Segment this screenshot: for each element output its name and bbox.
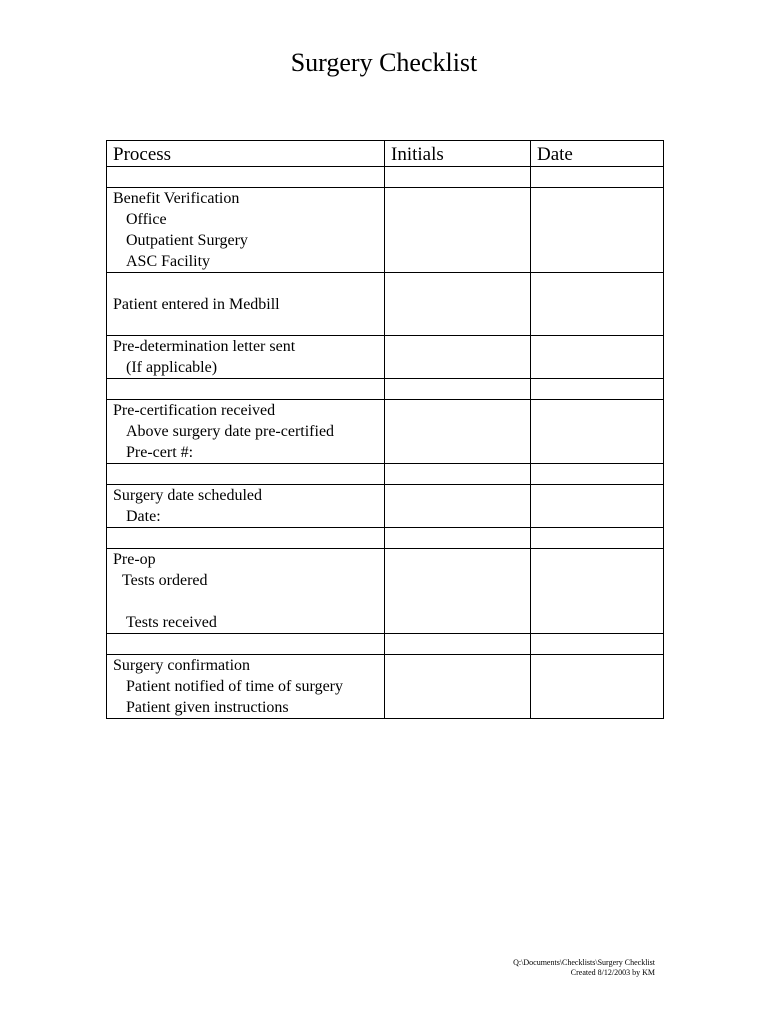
row-surgery-confirmation xyxy=(107,655,664,719)
spacer-cell xyxy=(531,634,664,655)
process-subitem: Outpatient Surgery xyxy=(126,232,248,249)
spacer-cell xyxy=(531,464,664,485)
spacer-cell xyxy=(385,634,531,655)
process-subitem: (If applicable) xyxy=(126,359,218,376)
process-subitem: Tests received xyxy=(126,614,217,631)
date-cell[interactable] xyxy=(531,273,664,336)
process-subitem: Pre-cert #: xyxy=(126,444,194,461)
process-heading: Surgery confirmation xyxy=(113,657,251,674)
process-cell xyxy=(107,188,385,273)
spacer-cell xyxy=(385,379,531,400)
process-subitem: Above surgery date pre-certified xyxy=(126,423,335,440)
checklist-table xyxy=(106,140,664,719)
date-cell[interactable] xyxy=(531,188,664,273)
header-process: Process xyxy=(107,141,385,167)
spacer-cell xyxy=(107,634,385,655)
process-cell xyxy=(107,336,385,379)
footer-created-note: Created 8/12/2003 by KM xyxy=(570,968,655,977)
date-cell[interactable] xyxy=(531,336,664,379)
spacer-cell xyxy=(107,464,385,485)
initials-cell[interactable] xyxy=(385,400,531,464)
header-row xyxy=(107,141,664,167)
spacer-row xyxy=(107,634,664,655)
document-footer xyxy=(513,958,655,978)
initials-cell[interactable] xyxy=(385,273,531,336)
process-subitem: Patient given instructions xyxy=(126,699,289,716)
date-cell[interactable] xyxy=(531,485,664,528)
process-subitem: Date: xyxy=(126,508,161,525)
blank-line xyxy=(113,591,378,612)
header-date: Date xyxy=(531,141,664,167)
spacer-cell xyxy=(107,528,385,549)
spacer-cell xyxy=(385,528,531,549)
process-heading: Surgery date scheduled xyxy=(113,487,262,504)
spacer-cell xyxy=(385,464,531,485)
spacer-row xyxy=(107,464,664,485)
spacer-cell xyxy=(531,528,664,549)
process-subitem: ASC Facility xyxy=(126,253,211,270)
date-cell[interactable] xyxy=(531,400,664,464)
spacer-cell xyxy=(107,379,385,400)
row-predetermination xyxy=(107,336,664,379)
process-heading: Patient entered in Medbill xyxy=(113,295,280,313)
spacer-row xyxy=(107,379,664,400)
date-cell[interactable] xyxy=(531,655,664,719)
process-cell xyxy=(107,400,385,464)
initials-cell[interactable] xyxy=(385,485,531,528)
row-patient-medbill xyxy=(107,273,664,336)
process-subitem: Tests ordered xyxy=(122,572,208,589)
initials-cell[interactable] xyxy=(385,549,531,634)
row-surgery-date xyxy=(107,485,664,528)
spacer-cell xyxy=(385,167,531,188)
initials-cell[interactable] xyxy=(385,655,531,719)
page-title: Surgery Checklist xyxy=(290,48,478,77)
row-pre-op xyxy=(107,549,664,634)
date-cell[interactable] xyxy=(531,549,664,634)
initials-cell[interactable] xyxy=(385,336,531,379)
process-heading: Pre-op xyxy=(113,551,156,568)
process-cell xyxy=(107,273,385,336)
process-cell xyxy=(107,549,385,634)
footer-file-path: Q:\Documents\Checklists\Surgery Checklist xyxy=(513,958,655,967)
spacer-cell xyxy=(531,167,664,188)
spacer-row xyxy=(107,167,664,188)
header-initials: Initials xyxy=(385,141,531,167)
row-benefit-verification xyxy=(107,188,664,273)
process-subitem: Office xyxy=(126,211,167,228)
process-heading: Pre-certification received xyxy=(113,402,276,419)
process-heading: Pre-determination letter sent xyxy=(113,338,296,355)
row-precertification xyxy=(107,400,664,464)
spacer-cell xyxy=(531,379,664,400)
process-cell xyxy=(107,655,385,719)
spacer-cell xyxy=(107,167,385,188)
spacer-row xyxy=(107,528,664,549)
process-heading: Benefit Verification xyxy=(113,190,240,207)
process-subitem: Patient notified of time of surgery xyxy=(126,678,343,695)
process-cell xyxy=(107,485,385,528)
initials-cell[interactable] xyxy=(385,188,531,273)
